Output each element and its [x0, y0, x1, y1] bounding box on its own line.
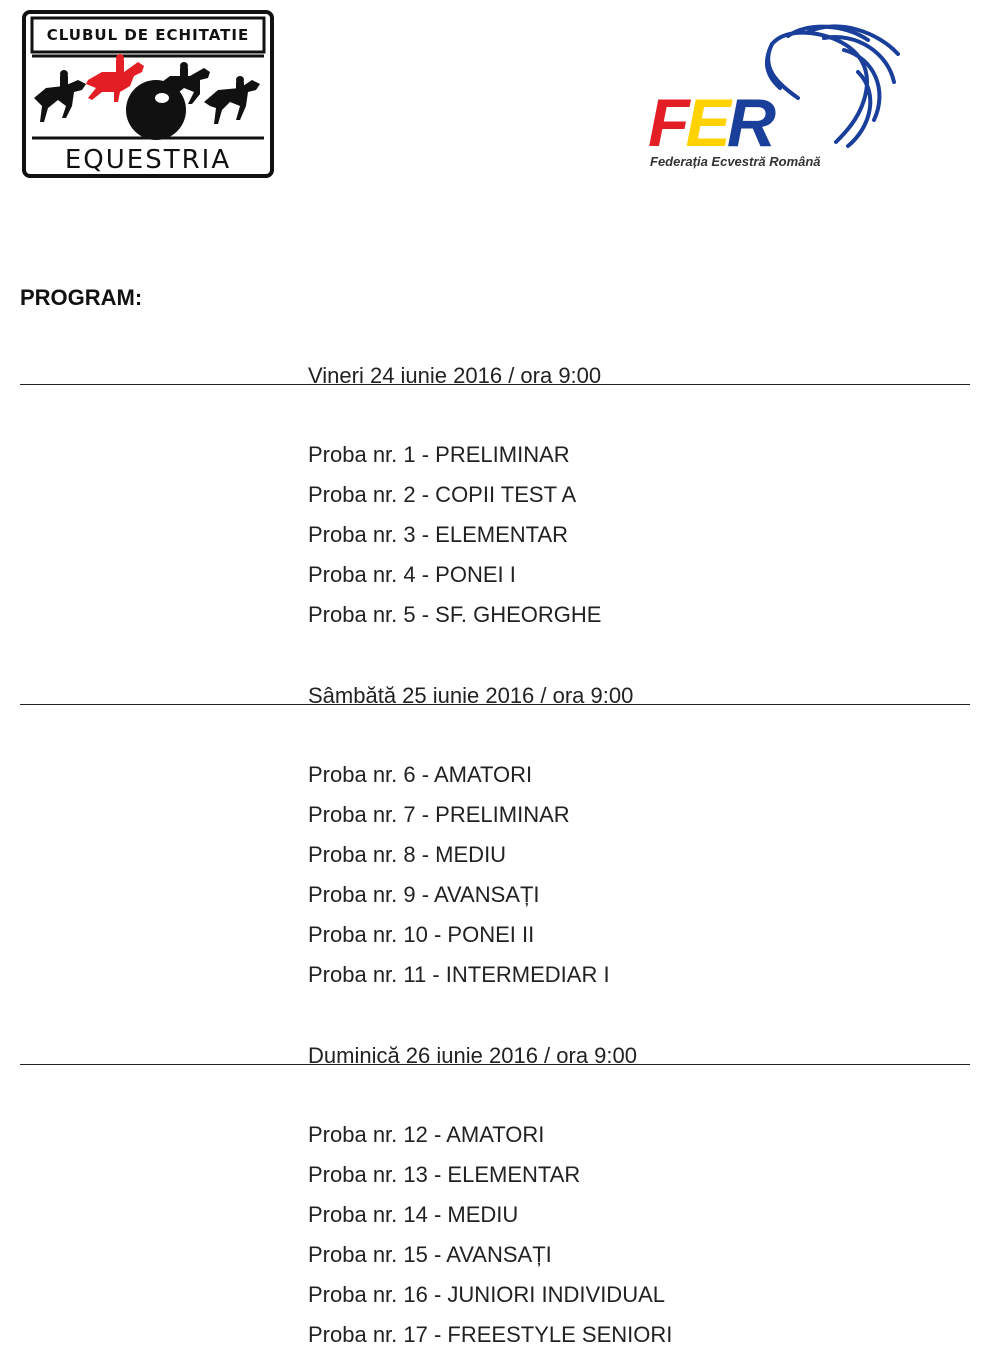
event-item: Proba nr. 3 - ELEMENTAR: [308, 522, 569, 547]
event-item: Proba nr. 14 - MEDIU: [308, 1202, 519, 1227]
event-item: Proba nr. 7 - PRELIMINAR: [308, 802, 570, 827]
fer-letter-e: E: [685, 85, 727, 161]
divider-line: [20, 704, 970, 705]
day-header-friday: [20, 345, 970, 388]
fer-letters: [648, 85, 776, 161]
program-heading: PROGRAM:: [20, 285, 143, 310]
event-item: Proba nr. 1 - PRELIMINAR: [308, 442, 570, 467]
event-item: Proba nr. 6 - AMATORI: [308, 762, 533, 787]
logo-top-text: CLUBUL DE ECHITATIE: [46, 26, 250, 44]
fer-federation-logo: [648, 24, 908, 172]
event-item: Proba nr. 5 - SF. GHEORGHE: [308, 602, 602, 627]
equestria-club-logo: [22, 10, 274, 178]
event-item: Proba nr. 9 - AVANSAȚI: [308, 882, 540, 907]
event-list-saturday: [308, 755, 610, 995]
divider-line: [20, 1064, 970, 1065]
event-item: Proba nr. 17 - FREESTYLE SENIORI: [308, 1322, 673, 1347]
logo-bottom-text: EQUESTRIA: [64, 145, 232, 175]
event-list-friday: [308, 435, 601, 635]
event-item: Proba nr. 16 - JUNIORI INDIVIDUAL: [308, 1282, 665, 1307]
divider-line: [20, 384, 970, 385]
event-item: Proba nr. 4 - PONEI I: [308, 562, 516, 587]
day-header-sunday: [20, 1025, 970, 1068]
day-header-saturday: [20, 665, 970, 708]
day-header-text: Sâmbătă 25 iunie 2016 / ora 9:00: [308, 683, 634, 708]
event-item: Proba nr. 2 - COPII TEST A: [308, 482, 577, 507]
black-ball-icon: [126, 80, 186, 140]
event-item: Proba nr. 11 - INTERMEDIAR I: [308, 962, 610, 987]
fer-letter-f: F: [648, 85, 686, 161]
event-list-sunday: [308, 1115, 672, 1355]
day-header-text: Vineri 24 iunie 2016 / ora 9:00: [308, 363, 602, 388]
event-item: Proba nr. 12 - AMATORI: [308, 1122, 545, 1147]
event-item: Proba nr. 8 - MEDIU: [308, 842, 507, 867]
fer-letter-r: R: [726, 85, 773, 161]
horse-head-icon: [767, 26, 898, 146]
day-header-text: Duminică 26 iunie 2016 / ora 9:00: [308, 1043, 637, 1068]
fer-subtitle: Federația Ecvestră Română: [650, 154, 821, 169]
event-item: Proba nr. 13 - ELEMENTAR: [308, 1162, 581, 1187]
event-item: Proba nr. 10 - PONEI II: [308, 922, 535, 947]
event-item: Proba nr. 15 - AVANSAȚI: [308, 1242, 552, 1267]
